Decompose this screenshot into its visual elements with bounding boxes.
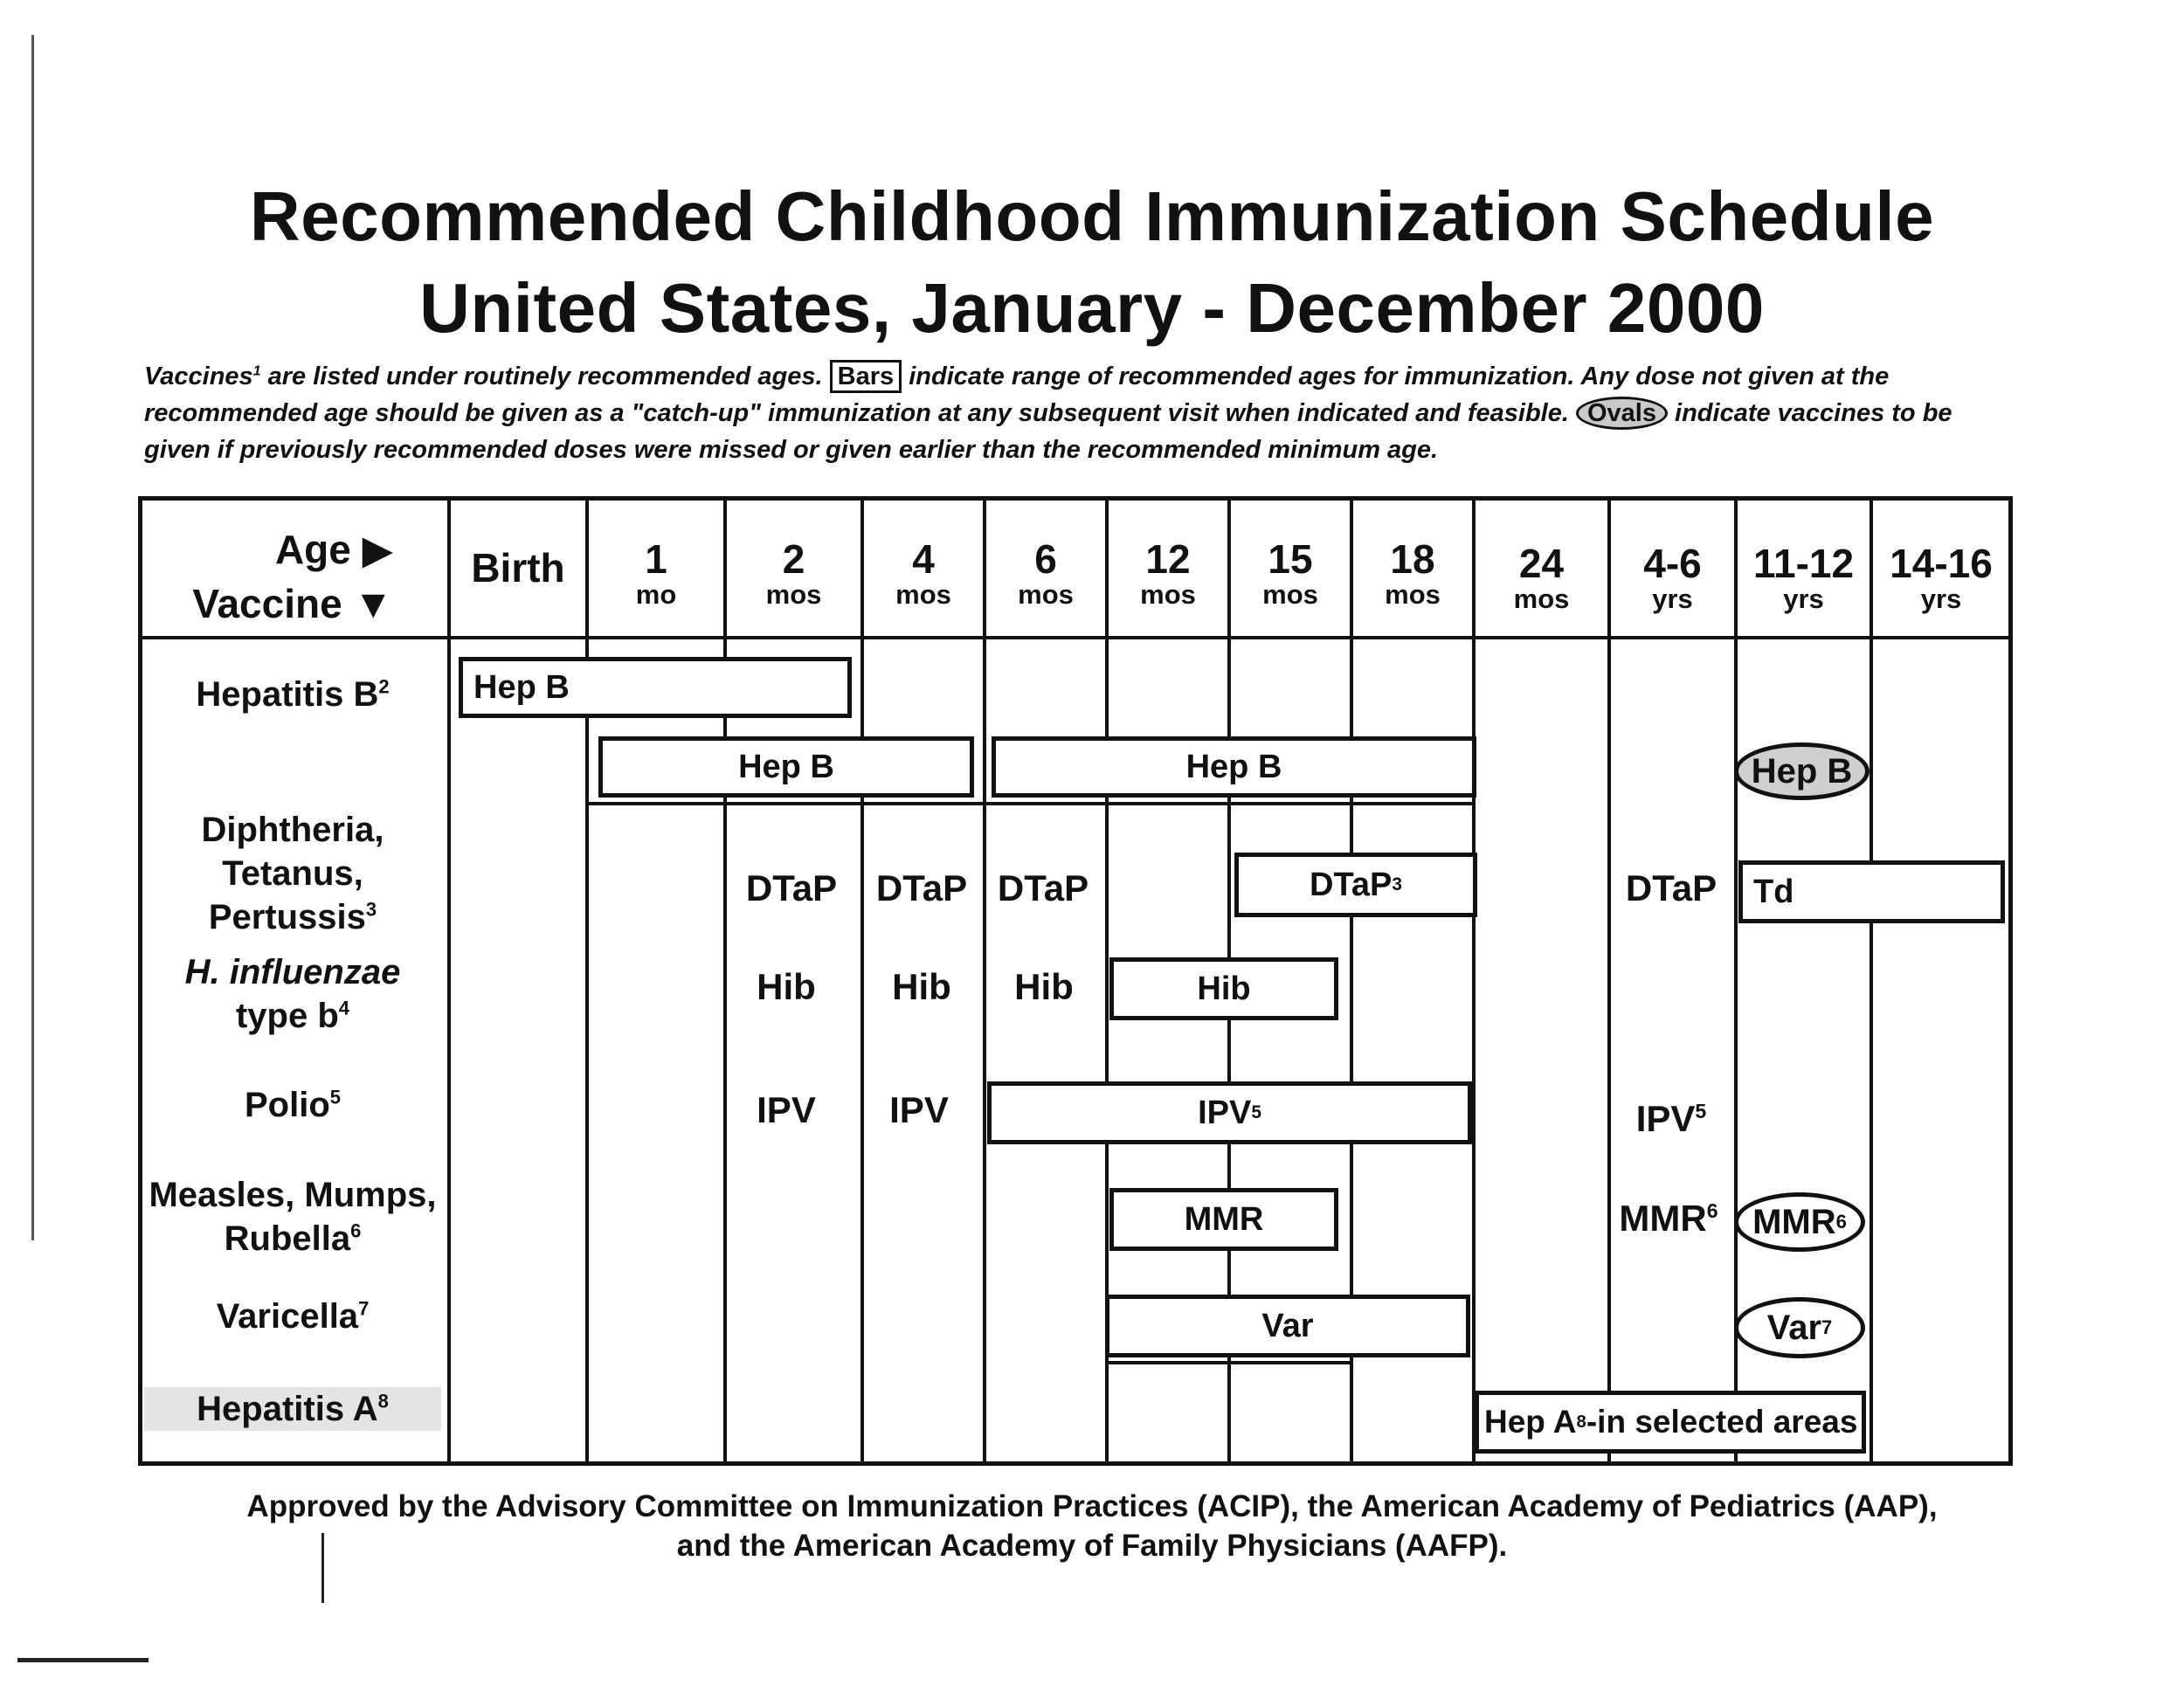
intro-text-1: Vaccines [144, 363, 253, 390]
age-axis-label: Age ▶ [274, 527, 393, 572]
age-number: 11-12 [1752, 541, 1855, 586]
footnote-ref: 7 [358, 1297, 370, 1320]
ipv-bar-6-18mo: IPV 5 [987, 1081, 1472, 1144]
age-11-12yrs [1738, 542, 1870, 613]
age-unit: mos [1262, 579, 1318, 610]
intro-text-3: indicate range of recommended ages for immunization. Any dose not given at the recommended age should be given as a "catch-up" immunization at any subsequent visit when indicated and feasible. [144, 363, 1890, 427]
age-number: 6 [1034, 536, 1057, 582]
col-line [1870, 498, 1873, 1464]
hib-2mos: Hib [757, 966, 816, 1007]
vaccine-name-line: Rubella [224, 1219, 351, 1258]
title-line-1: Recommended Childhood Immunization Schedule [249, 177, 1935, 255]
vaccine-hib [144, 950, 441, 1038]
vaccine-dtp [144, 808, 441, 939]
age-number: 24 [1518, 541, 1565, 586]
footnote-ref: 5 [1695, 1100, 1707, 1122]
ipv-4mos: IPV [889, 1089, 949, 1130]
footer-line-1: Approved by the Advisory Committee on Immunization Practices (ACIP), the American Academy of Pediatrics (AAP), [246, 1489, 1938, 1523]
row-line [1105, 1361, 1350, 1364]
title-line-2: United States, January - December 2000 [419, 269, 1765, 347]
age-unit: yrs [1920, 584, 1962, 614]
age-14-16yrs [1873, 542, 2009, 613]
age-4-6yrs [1611, 542, 1734, 613]
age-unit: mos [1385, 579, 1441, 610]
footnote-ref: 6 [350, 1219, 362, 1242]
age-number: 18 [1390, 536, 1435, 582]
mmr-catchup-oval: MMR 6 [1734, 1192, 1865, 1252]
var-bar-12-18mo: Var [1105, 1295, 1470, 1357]
ipv-bar-label: IPV [1198, 1094, 1252, 1131]
footnote-ref: 5 [329, 1086, 342, 1108]
vaccine-name: Hepatitis A [197, 1390, 378, 1428]
age-unit: yrs [1652, 584, 1693, 614]
age-number: 4 [912, 536, 935, 582]
intro-footnote-1: 1 [252, 363, 261, 379]
vaccine-name-line: Tetanus, [222, 854, 363, 893]
age-number: 2 [782, 536, 805, 582]
hepb-bar-1-4mo: Hep B [598, 736, 974, 798]
var-oval-label: Var [1766, 1308, 1822, 1347]
dtap-bar-15-18mo: DTaP 3 [1234, 853, 1477, 917]
mmr-46-label: MMR [1619, 1198, 1707, 1239]
intro-paragraph [144, 358, 1961, 468]
bars-legend: Bars [830, 360, 902, 393]
scan-mark [17, 1658, 149, 1662]
hib-4mos: Hib [892, 966, 951, 1007]
hepb-bar-birth: Hep B [459, 657, 852, 718]
mmr-bar-12-15mo: MMR [1109, 1188, 1338, 1251]
footnote-ref: 3 [365, 898, 377, 921]
age-number: 14-16 [1890, 541, 1993, 586]
age-unit: mos [1513, 584, 1570, 614]
hib-6mos: Hib [1014, 966, 1074, 1007]
age-number: 12 [1145, 536, 1191, 582]
vaccine-hepatitis-b [144, 673, 441, 716]
header-divider [140, 636, 2011, 639]
age-1mo [589, 537, 723, 609]
vaccine-varicella [144, 1295, 441, 1338]
age-number: 1 [645, 536, 667, 582]
age-6mos [986, 537, 1105, 609]
vaccine-axis-label: Vaccine ▼ [192, 581, 393, 626]
age-birth [451, 546, 585, 590]
footer-line-2: and the American Academy of Family Physicians (AAFP). [676, 1529, 1508, 1563]
vaccine-name: Varicella [216, 1297, 359, 1336]
vaccine-mmr [140, 1173, 446, 1260]
hepa-bar-label: Hep A [1484, 1404, 1577, 1440]
dtap-4mos: DTaP [875, 867, 968, 908]
col-line [1607, 498, 1611, 1464]
hepb-bar-6-18mo: Hep B [992, 736, 1476, 798]
age-number: 15 [1268, 536, 1313, 582]
mmr-4-6yrs [1599, 1197, 1738, 1240]
td-bar: Td [1738, 860, 2005, 923]
age-unit: mos [765, 579, 822, 610]
footnote-ref: 8 [377, 1390, 389, 1412]
hepa-bar-selected-areas: Hep A 8 -in selected areas [1475, 1391, 1866, 1454]
age-unit: mo [635, 579, 677, 610]
vaccine-name-line: H. influenzae [184, 953, 401, 991]
col-line [585, 498, 589, 1464]
dtap-bar-label: DTaP [1310, 866, 1393, 903]
age-unit: mos [1140, 579, 1196, 610]
footnote-ref: 6 [1706, 1199, 1718, 1222]
hib-bar-12-15mo: Hib [1109, 957, 1338, 1020]
age-24mos [1476, 542, 1607, 613]
hepb-catchup-oval: Hep B [1734, 742, 1870, 800]
age-label: Birth [471, 545, 565, 591]
vaccine-name-line: Pertussis [208, 898, 366, 936]
vaccine-name-line: type b [235, 997, 339, 1035]
row-line [585, 802, 1472, 805]
age-unit: mos [1018, 579, 1074, 610]
vaccine-name-line: Measles, Mumps, [149, 1176, 437, 1214]
vaccine-hepatitis-a [144, 1387, 441, 1431]
age-12mos [1109, 537, 1227, 609]
dtap-6mos: DTaP [997, 867, 1089, 908]
vaccine-name: Polio [244, 1086, 330, 1124]
age-15mos [1231, 537, 1350, 609]
dtap-4-6yrs: DTaP [1625, 867, 1717, 908]
age-2mos [727, 537, 860, 609]
scan-margin-line [31, 35, 34, 1240]
intro-text-2: are listed under routinely recommended ages. [260, 363, 830, 390]
ipv-2mos: IPV [757, 1089, 816, 1130]
age-unit: mos [895, 579, 951, 610]
ipv-4-6yrs [1601, 1097, 1741, 1141]
col-line [447, 498, 451, 1464]
footnote-ref: 4 [338, 997, 350, 1019]
col-line [1472, 498, 1476, 1464]
ipv-46-label: IPV [1635, 1098, 1696, 1139]
intro-text-4: indicate vaccines to be given if previously recommended doses were missed or given earlier than the recommended minimum age. [144, 399, 1952, 464]
scan-mark [321, 1533, 324, 1603]
vaccine-polio [144, 1083, 441, 1127]
age-18mos [1353, 537, 1472, 609]
vaccine-name: Hepatitis B [196, 675, 379, 714]
dtap-2mos: DTaP [745, 867, 838, 908]
age-number: 4-6 [1643, 541, 1702, 586]
footnote-ref: 2 [378, 675, 390, 698]
ovals-legend: Ovals [1576, 397, 1668, 430]
age-4mos [864, 537, 983, 609]
var-catchup-oval: Var 7 [1734, 1297, 1865, 1358]
vaccine-name-line: Diphtheria, [201, 811, 384, 849]
hepa-bar-label-rest: -in selected areas [1586, 1404, 1858, 1440]
mmr-oval-label: MMR [1752, 1202, 1836, 1241]
age-unit: yrs [1783, 584, 1824, 614]
